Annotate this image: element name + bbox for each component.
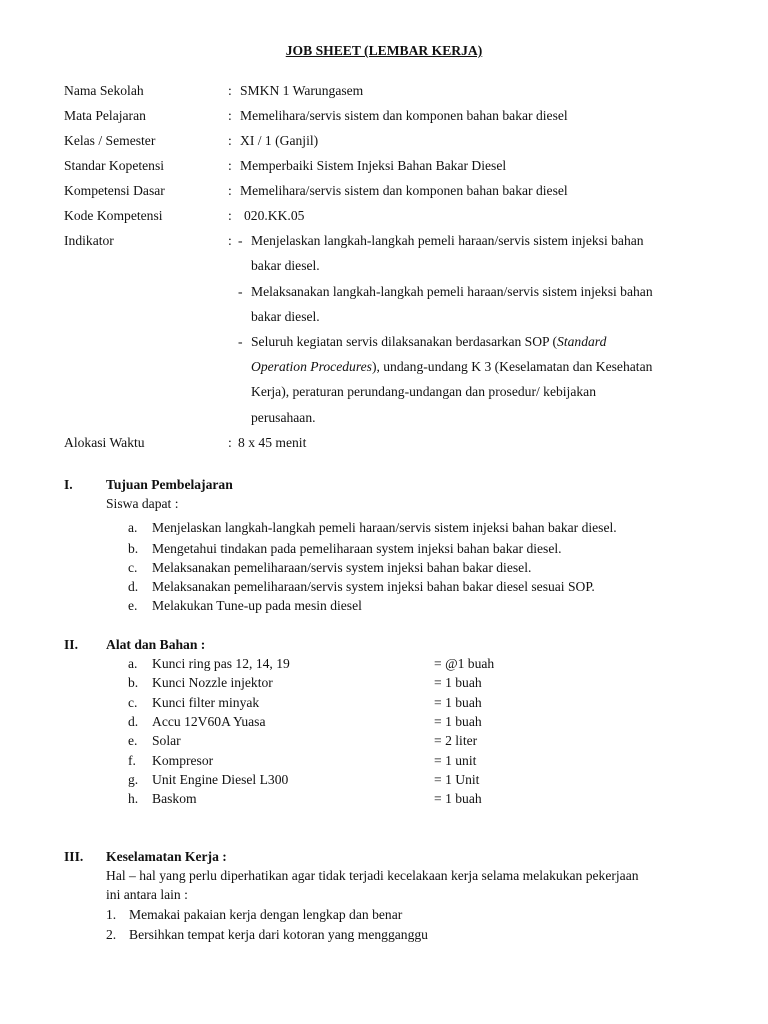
- section-3-intro-line-2: ini antara lain :: [106, 887, 188, 902]
- tool-name: Kunci filter minyak: [152, 695, 260, 710]
- bullet-dash: -: [238, 233, 243, 248]
- header-label: Kode Kompetensi: [64, 208, 163, 223]
- tool-quantity: = 1 unit: [434, 753, 477, 768]
- list-letter: a.: [128, 656, 138, 671]
- indikator-item-3-text: Seluruh kegiatan servis dilaksanakan berdasarkan SOP (: [251, 334, 558, 349]
- section-2-number: II.: [64, 637, 78, 652]
- colon: :: [228, 158, 232, 173]
- list-item: Mengetahui tindakan pada pemeliharaan system injeksi bahan bakar diesel.: [152, 541, 562, 556]
- list-letter: e.: [128, 598, 138, 613]
- indikator-item-2-line-2: bakar diesel.: [251, 309, 320, 324]
- list-letter: c.: [128, 695, 138, 710]
- section-3-title: Keselamatan Kerja :: [106, 849, 227, 864]
- list-number: 1.: [106, 907, 117, 922]
- colon: :: [228, 133, 232, 148]
- indikator-item-1-line-1: Menjelaskan langkah-langkah pemeli haraan/servis sistem injeksi bahan: [251, 233, 644, 248]
- section-2-title: Alat dan Bahan :: [106, 637, 206, 652]
- section-3-number: III.: [64, 849, 84, 864]
- tool-name: Baskom: [152, 791, 197, 806]
- tool-name: Kompresor: [152, 753, 214, 768]
- list-item: Melaksanakan pemeliharaan/servis system injeksi bahan bakar diesel.: [152, 560, 532, 575]
- alokasi-label: Alokasi Waktu: [64, 435, 145, 450]
- colon: :: [228, 208, 232, 223]
- header-label: Mata Pelajaran: [64, 108, 146, 123]
- indikator-item-3-italic: Standard: [557, 334, 607, 349]
- list-letter: h.: [128, 791, 139, 806]
- indikator-item-1-line-2: bakar diesel.: [251, 258, 320, 273]
- tool-quantity: = @1 buah: [434, 656, 495, 671]
- header-label: Kelas / Semester: [64, 133, 156, 148]
- header-value: SMKN 1 Warungasem: [240, 83, 364, 98]
- list-number: 2.: [106, 927, 117, 942]
- indikator-item-3-text: ), undang-undang K 3 (Keselamatan dan Kesehatan: [371, 359, 653, 374]
- document-title: JOB SHEET (LEMBAR KERJA): [285, 43, 483, 58]
- list-item: Melaksanakan pemeliharaan/servis system injeksi bahan bakar diesel sesuai SOP.: [152, 579, 595, 594]
- indikator-item-3-italic: Operation Procedures: [251, 359, 372, 374]
- header-value: XI / 1 (Ganjil): [240, 133, 319, 148]
- list-letter: b.: [128, 541, 139, 556]
- indikator-item-2-line-1: Melaksanakan langkah-langkah pemeli haraan/servis sistem injeksi bahan: [251, 284, 653, 299]
- list-item: Melakukan Tune-up pada mesin diesel: [152, 598, 362, 613]
- colon: :: [228, 233, 232, 248]
- indikator-item-3-line-3: Kerja), peraturan perundang-undangan dan prosedur/ kebijakan: [251, 384, 596, 399]
- indikator-label: Indikator: [64, 233, 114, 248]
- alokasi-value: 8 x 45 menit: [238, 435, 307, 450]
- tool-name: Kunci ring pas 12, 14, 19: [152, 656, 290, 671]
- list-item: Bersihkan tempat kerja dari kotoran yang mengganggu: [129, 927, 428, 942]
- list-letter: g.: [128, 772, 139, 787]
- tool-name: Solar: [152, 733, 181, 748]
- colon: :: [228, 83, 232, 98]
- header-value: 020.KK.05: [244, 208, 305, 223]
- list-item: Memakai pakaian kerja dengan lengkap dan benar: [129, 907, 403, 922]
- tool-quantity: = 1 buah: [434, 714, 482, 729]
- header-label: Nama Sekolah: [64, 83, 144, 98]
- colon: :: [228, 108, 232, 123]
- list-letter: c.: [128, 560, 138, 575]
- indikator-item-3-line-2: [251, 359, 652, 375]
- colon: :: [228, 183, 232, 198]
- tool-quantity: = 1 buah: [434, 675, 482, 690]
- tool-name: Accu 12V60A Yuasa: [152, 714, 266, 729]
- tool-name: Kunci Nozzle injektor: [152, 675, 273, 690]
- header-label: Standar Kopetensi: [64, 158, 165, 173]
- tool-quantity: = 2 liter: [434, 733, 478, 748]
- section-1-number: I.: [64, 477, 73, 492]
- tool-name: Unit Engine Diesel L300: [152, 772, 289, 787]
- indikator-item-3-line-4: perusahaan.: [251, 410, 316, 425]
- bullet-dash: -: [238, 334, 243, 349]
- tool-quantity: = 1 buah: [434, 791, 482, 806]
- list-item: Menjelaskan langkah-langkah pemeli haraan/servis sistem injeksi bahan bakar diesel.: [152, 520, 617, 535]
- bullet-dash: -: [238, 284, 243, 299]
- section-3-intro-line-1: Hal – hal yang perlu diperhatikan agar tidak terjadi kecelakaan kerja selama melakukan pekerjaan: [106, 868, 639, 883]
- header-value: Memelihara/servis sistem dan komponen bahan bakar diesel: [240, 183, 568, 198]
- header-label: Kompetensi Dasar: [64, 183, 165, 198]
- indikator-item-3-line-1: [251, 334, 606, 350]
- header-value: Memperbaiki Sistem Injeksi Bahan Bakar Diesel: [240, 158, 507, 173]
- tool-quantity: = 1 Unit: [434, 772, 480, 787]
- section-1-title: Tujuan Pembelajaran: [106, 477, 233, 492]
- list-letter: f.: [128, 753, 136, 768]
- list-letter: b.: [128, 675, 139, 690]
- list-letter: d.: [128, 714, 139, 729]
- section-1-intro: Siswa dapat :: [106, 496, 179, 511]
- tool-quantity: = 1 buah: [434, 695, 482, 710]
- list-letter: e.: [128, 733, 138, 748]
- list-letter: a.: [128, 520, 138, 535]
- list-letter: d.: [128, 579, 139, 594]
- header-value: Memelihara/servis sistem dan komponen bahan bakar diesel: [240, 108, 568, 123]
- colon: :: [228, 435, 232, 450]
